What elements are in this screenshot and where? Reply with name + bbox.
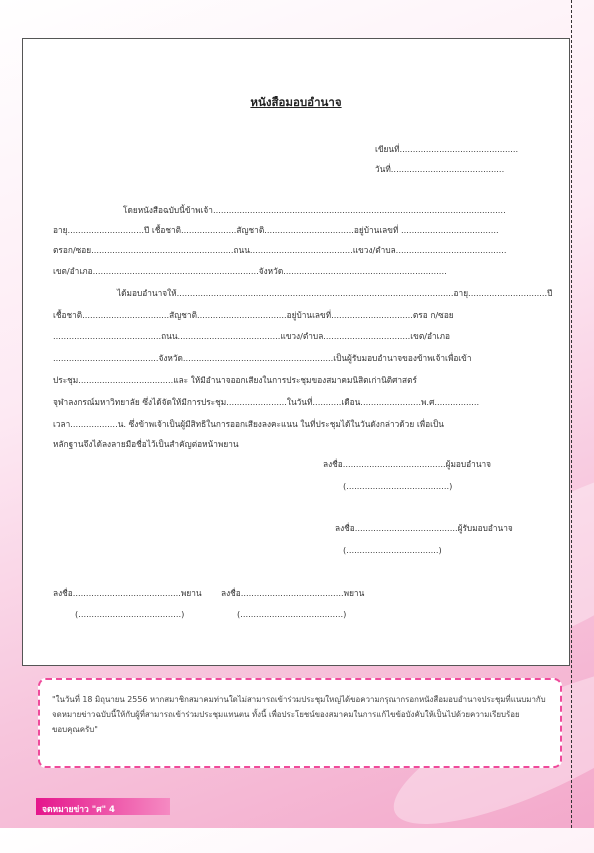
form-line: .........................................ถนน.......................................แขวง/ตำบล.................................เขต/อำเภอ xyxy=(53,331,450,341)
form-title: หนังสือมอบอำนาจ xyxy=(250,95,342,109)
form-line: เชื้อชาติ.................................สัญชาติ..................................อยู่บ้านเลขที่...............................ตรอ ก/ซอย xyxy=(53,310,454,320)
note-box xyxy=(38,678,562,768)
form-line: เวลา..................น. ซึ่งข้าพเจ้าเป็นผู้มีสิทธิในการออกเสียงลงคะแนน ในที่ประชุมได้ในวันดังกล่าวด้วย เพื่อเป็น xyxy=(53,419,444,429)
witness2-signature: ลงชื่อ.......................................พยาน xyxy=(221,588,365,598)
written-at-field: เขียนที่............................................. xyxy=(375,144,519,154)
grantor-name: (.......................................) xyxy=(343,481,453,491)
grantee-signature: ลงชื่อ.......................................ผู้รับมอบอำนาจ xyxy=(335,523,513,533)
form-line: ........................................จังหวัด.........................................................เป็นผู้รับมอบอำนาจของข้าพเจ้าเพื่อเข้า xyxy=(53,353,472,363)
proxy-form xyxy=(22,38,570,666)
note-text: "ในวันที่ 18 มิถุนายน 2556 หากสมาชิกสมาคมท่านใดไม่สามารถเข้าร่วมประชุมใหญ่ได้ขอความกรุณากรอกหนังสือมอบอำนาจประชุมที่แนบมากับจดหมายข่าวฉบับนี้ให้กับผู้ที่สามารถเข้าร่วมประชุมแทนตน ทั้งนี้ เพื่อประโยชน์ของสมาคมในการแก้ไขข้อบังคับให้เป็นไปด้วยความเรียบร้อย ขอบคุณครับ" xyxy=(52,695,546,734)
footer-label: จดหมายข่าว "ศ" 4 xyxy=(42,805,115,815)
form-line: เขต/อำเภอ...............................................................จังหวัด.............................................................. xyxy=(53,266,447,276)
form-line: ได้มอบอำนาจให้.........................................................................................................อายุ..............................ปี xyxy=(117,288,553,298)
cut-line xyxy=(571,0,572,828)
grantor-signature: ลงชื่อ.......................................ผู้มอบอำนาจ xyxy=(323,459,492,469)
witness2-name: (.......................................) xyxy=(237,609,347,619)
grantee-name: (...................................) xyxy=(343,545,442,555)
form-line: จุฬาลงกรณ์มหาวิทยาลัย ซึ่งได้จัดให้มีการประชุม.......................ในวันที่...........เดือน.......................พ.ศ................. xyxy=(53,397,480,407)
form-line: ประชุม....................................และ ให้มีอำนาจออกเสียงในการประชุมของสมาคมนิสิตเก่านิติศาสตร์ xyxy=(53,375,417,385)
witness1-signature: ลงชื่อ.........................................พยาน xyxy=(53,588,202,598)
form-line: ตรอก/ซอย......................................................ถนน.......................................แขวง/ตำบล.......................................... xyxy=(53,245,507,255)
witness1-name: (.......................................) xyxy=(75,609,185,619)
date-field: วันที่........................................... xyxy=(375,164,505,174)
form-line: โดยหนังสือฉบับนี้ข้าพเจ้า............................................................................................................... xyxy=(123,205,506,215)
form-line: อายุ.............................ปี เชื้อชาติ.....................สัญชาติ..................................อยู่บ้านเลขที่ ..................................... xyxy=(53,225,499,235)
form-line: หลักฐานจึงได้ลงลายมือชื่อไว้เป็นสำคัญต่อหน้าพยาน xyxy=(53,439,239,449)
